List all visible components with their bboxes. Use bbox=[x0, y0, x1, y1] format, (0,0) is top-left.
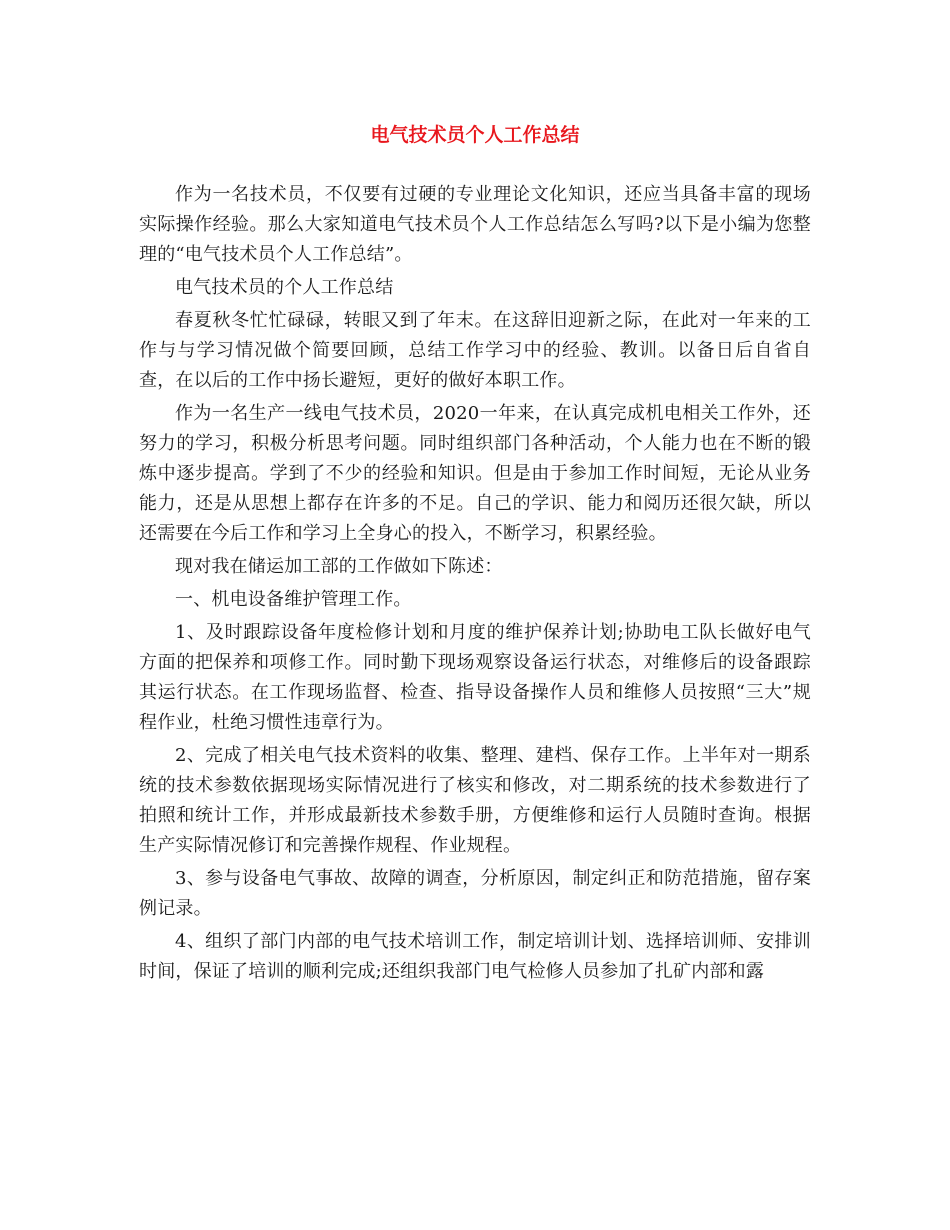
paragraph-statement: 现对我在储运加工部的工作做如下陈述： bbox=[175, 556, 503, 577]
document-body bbox=[139, 180, 811, 990]
paragraph-section-heading: 一、机电设备维护管理工作。 bbox=[175, 589, 412, 610]
paragraph-subtitle: 电气技术员的个人工作总结 bbox=[175, 277, 394, 298]
paragraph-intro: 作为一名技术员，不仅要有过硬的专业理论文化知识，还应当具备丰富的现场实际操作经验。那么大家知道电气技术员个人工作总结怎么写吗?以下是小编为您整理的“电气技术员个人工作总结”。 bbox=[139, 184, 811, 265]
paragraph-item-1: 1、及时跟踪设备年度检修计划和月度的维护保养计划;协助电工队长做好电气方面的把保养和项修工作。同时勤下现场观察设备运行状态，对维修后的设备跟踪其运行状态。在工作现场监督、检查、指导设备操作人员和维修人员按照“三大”规程作业，杜绝习惯性违章行为。 bbox=[139, 622, 811, 733]
paragraph-role: 作为一名生产一线电气技术员，2020一年来，在认真完成机电相关工作外，还努力的学习，积极分析思考问题。同时组织部门各种活动，个人能力也在不断的锻炼中逐步提高。学到了不少的经验和知识。但是由于参加工作时间短，无论从业务能力，还是从思想上都存在许多的不足。自己的学识、能力和阅历还很欠缺，所以还需要在今后工作和学习上全身心的投入，不断学习，积累经验。 bbox=[139, 403, 811, 544]
paragraph-year-end: 春夏秋冬忙忙碌碌，转眼又到了年末。在这辞旧迎新之际，在此对一年来的工作与与学习情况做个简要回顾，总结工作学习中的经验、教训。以备日后自省自查，在以后的工作中扬长避短，更好的做好本职工作。 bbox=[139, 310, 811, 391]
paragraph-item-4: 4、组织了部门内部的电气技术培训工作，制定培训计划、选择培训师、安排训时间，保证了培训的顺利完成;还组织我部门电气检修人员参加了扎矿内部和露 bbox=[139, 931, 811, 982]
paragraph-item-3: 3、参与设备电气事故、故障的调查，分析原因，制定纠正和防范措施，留存案例记录。 bbox=[139, 868, 811, 919]
document-title: 电气技术员个人工作总结 bbox=[370, 124, 580, 146]
paragraph-item-2: 2、完成了相关电气技术资料的收集、整理、建档、保存工作。上半年对一期系统的技术参数依据现场实际情况进行了核实和修改，对二期系统的技术参数进行了拍照和统计工作，并形成最新技术参数手册，方便维修和运行人员随时查询。根据生产实际情况修订和完善操作规程、作业规程。 bbox=[139, 745, 811, 856]
